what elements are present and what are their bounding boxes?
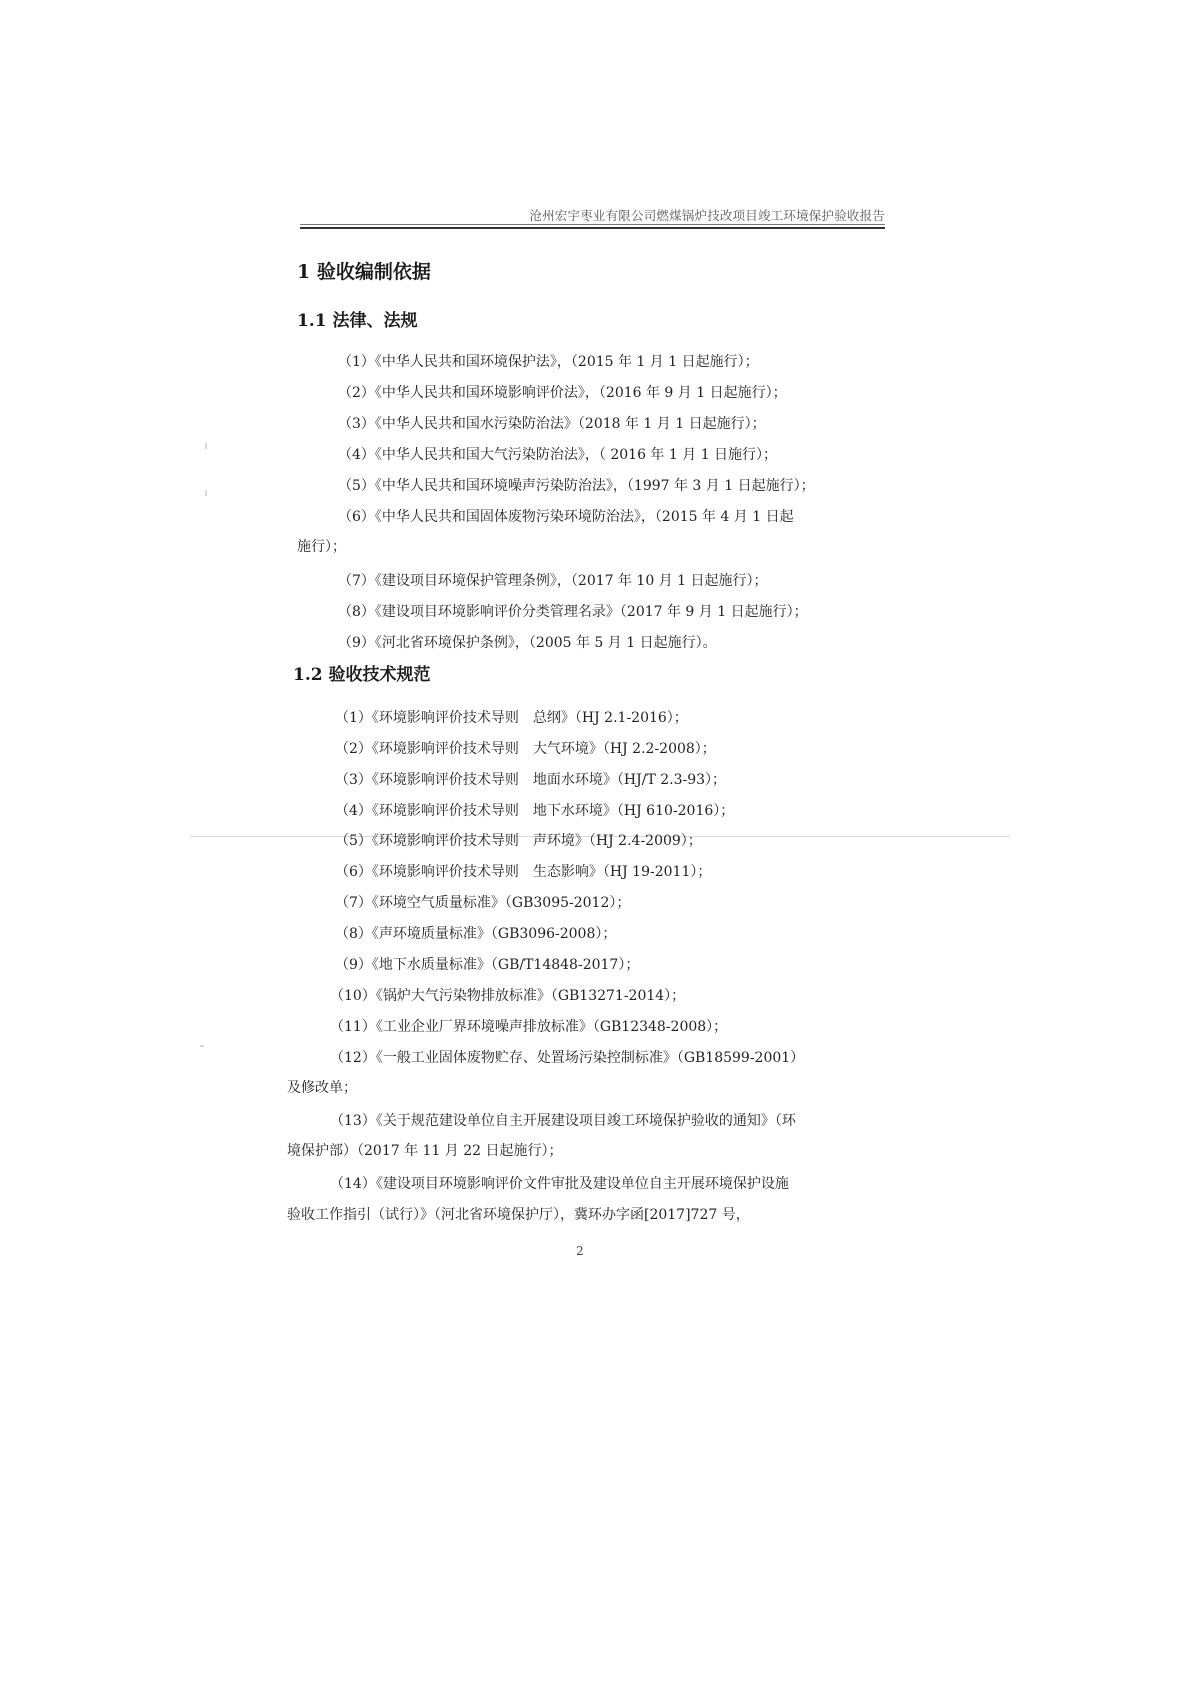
spec-item-7: （7）《环境空气质量标准》（GB3095-2012）； — [335, 895, 631, 911]
scan-artifact-dot — [200, 1045, 204, 1047]
law-item-2: （2）《中华人民共和国环境影响评价法》，（2016 年 9 月 1 日起施行）； — [338, 385, 787, 401]
law-item-3: （3）《中华人民共和国水污染防治法》（2018 年 1 月 1 日起施行）； — [338, 416, 766, 432]
page-number: 2 — [576, 1244, 584, 1258]
spec-item-11: （11）《工业企业厂界环境噪声排放标准》（GB12348-2008）； — [330, 1019, 728, 1035]
spec-item-5: （5）《环境影响评价技术导则 声环境》（HJ 2.4-2009）； — [335, 833, 702, 849]
section-heading-1: 1 验收编制依据 — [297, 261, 431, 283]
header-title: 沧州宏宇枣业有限公司燃煤锅炉技改项目竣工环境保护验收报告 — [529, 208, 885, 223]
section-heading-1-1: 1.1 法律、法规 — [297, 311, 418, 331]
header-rule-thin — [300, 224, 885, 225]
spec-item-12: （12）《一般工业固体废物贮存、处置场污染控制标准》（GB18599-2001） — [330, 1050, 805, 1066]
spec-item-8: （8）《声环境质量标准》（GB3096-2008）； — [335, 926, 617, 942]
header-rule-thick — [300, 227, 885, 229]
spec-item-9: （9）《地下水质量标准》（GB/T14848-2017）； — [335, 957, 640, 973]
spec-item-14-cont: 验收工作指引（试行）》（河北省环境保护厅），冀环办字函[2017]727 号， — [287, 1207, 750, 1223]
spec-item-13: （13）《关于规范建设单位自主开展建设项目竣工环境保护验收的通知》（环 — [330, 1113, 796, 1129]
spec-item-14: （14）《建设项目环境影响评价文件审批及建设单位自主开展环境保护设施 — [330, 1176, 789, 1192]
spec-item-6: （6）《环境影响评价技术导则 生态影响》（HJ 19-2011）； — [335, 864, 712, 880]
spec-item-10: （10）《锅炉大气污染物排放标准》（GB13271-2014）； — [330, 988, 686, 1004]
scan-artifact-dot — [205, 490, 207, 496]
law-item-8: （8）《建设项目环境影响评价分类管理名录》（2017 年 9 月 1 日起施行）； — [338, 604, 808, 620]
spec-item-3: （3）《环境影响评价技术导则 地面水环境》（HJ/T 2.3-93）； — [335, 772, 727, 788]
law-item-1: （1）《中华人民共和国环境保护法》，（2015 年 1 月 1 日起施行）； — [338, 354, 759, 370]
spec-item-12-cont: 及修改单； — [287, 1080, 357, 1096]
law-item-6-cont: 施行）； — [297, 539, 346, 555]
law-item-7: （7）《建设项目环境保护管理条例》，（2017 年 10 月 1 日起施行）； — [338, 573, 768, 589]
page-header — [300, 206, 885, 226]
spec-item-4: （4）《环境影响评价技术导则 地下水环境》（HJ 610-2016）； — [335, 803, 735, 819]
scan-artifact-dot — [205, 443, 207, 449]
law-item-6: （6）《中华人民共和国固体废物污染环境防治法》，（2015 年 4 月 1 日起 — [338, 509, 794, 525]
law-item-4: （4）《中华人民共和国大气污染防治法》，（ 2016 年 1 月 1 日施行）； — [338, 447, 778, 463]
spec-item-1: （1）《环境影响评价技术导则 总纲》（HJ 2.1-2016）； — [335, 710, 688, 726]
law-item-9: （9）《河北省环境保护条例》，（2005 年 5 月 1 日起施行）。 — [338, 635, 717, 651]
spec-item-13-cont: 境保护部）（2017 年 11 月 22 日起施行）； — [287, 1143, 563, 1159]
spec-item-2: （2）《环境影响评价技术导则 大气环境》（HJ 2.2-2008）； — [335, 741, 716, 757]
section-heading-1-2: 1.2 验收技术规范 — [293, 665, 431, 685]
law-item-5: （5）《中华人民共和国环境噪声污染防治法》，（1997 年 3 月 1 日起施行）； — [338, 478, 815, 494]
